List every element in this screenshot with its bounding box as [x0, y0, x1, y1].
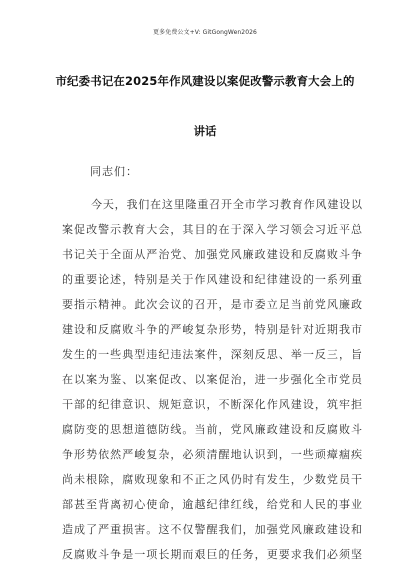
body-line: 争形势依然严峻复杂，必须清醒地认识到，一些顽瘴痼疾	[62, 448, 362, 461]
body-line: 反腐败斗争是一项长期而艰巨的任务，更要求我们必须坚	[62, 548, 362, 561]
body-line: 要指示精神。此次会议的召开，是市委立足当前党风廉政	[62, 298, 362, 311]
body-line: 书记关于全面从严治党、加强党风廉政建设和反腐败斗争	[62, 248, 362, 261]
body-line: 的重要论述，特别是关于作风建设和纪律建设的一系列重	[62, 273, 362, 286]
header-note: 更多免费公文+V: GitGongWen2026	[153, 29, 257, 36]
document-title-line-2: 讲话	[193, 124, 217, 138]
greeting: 同志们：	[90, 165, 138, 178]
body-line: 发生的一些典型违纪违法案件，深刻反思、举一反三，旨	[62, 348, 362, 361]
body-line: 建设和反腐败斗争的严峻复杂形势，特别是针对近期我市	[62, 323, 362, 336]
body-line: 部甚至背离初心使命，逾越纪律红线，给党和人民的事业	[62, 498, 362, 511]
body-line: 造成了严重损害。这不仅警醒我们，加强党风廉政建设和	[62, 523, 362, 536]
body-line: 在以案为鉴、以案促改、以案促治，进一步强化全市党员	[62, 373, 362, 386]
document-title-line-1: 市纪委书记在2025年作风建设以案促改警示教育大会上的	[55, 74, 355, 88]
body-line: 尚未根除，腐败现象和不正之风仍时有发生，少数党员干	[62, 473, 362, 486]
body-line: 干部的纪律意识、规矩意识，不断深化作风建设，筑牢拒	[62, 398, 362, 411]
body-line: 腐防变的思想道德防线。当前，党风廉政建设和反腐败斗	[62, 423, 362, 436]
body-line: 今天，我们在这里隆重召开全市学习教育作风建设以	[91, 198, 362, 211]
body-line: 案促改警示教育大会，其目的在于深入学习领会习近平总	[62, 223, 362, 236]
